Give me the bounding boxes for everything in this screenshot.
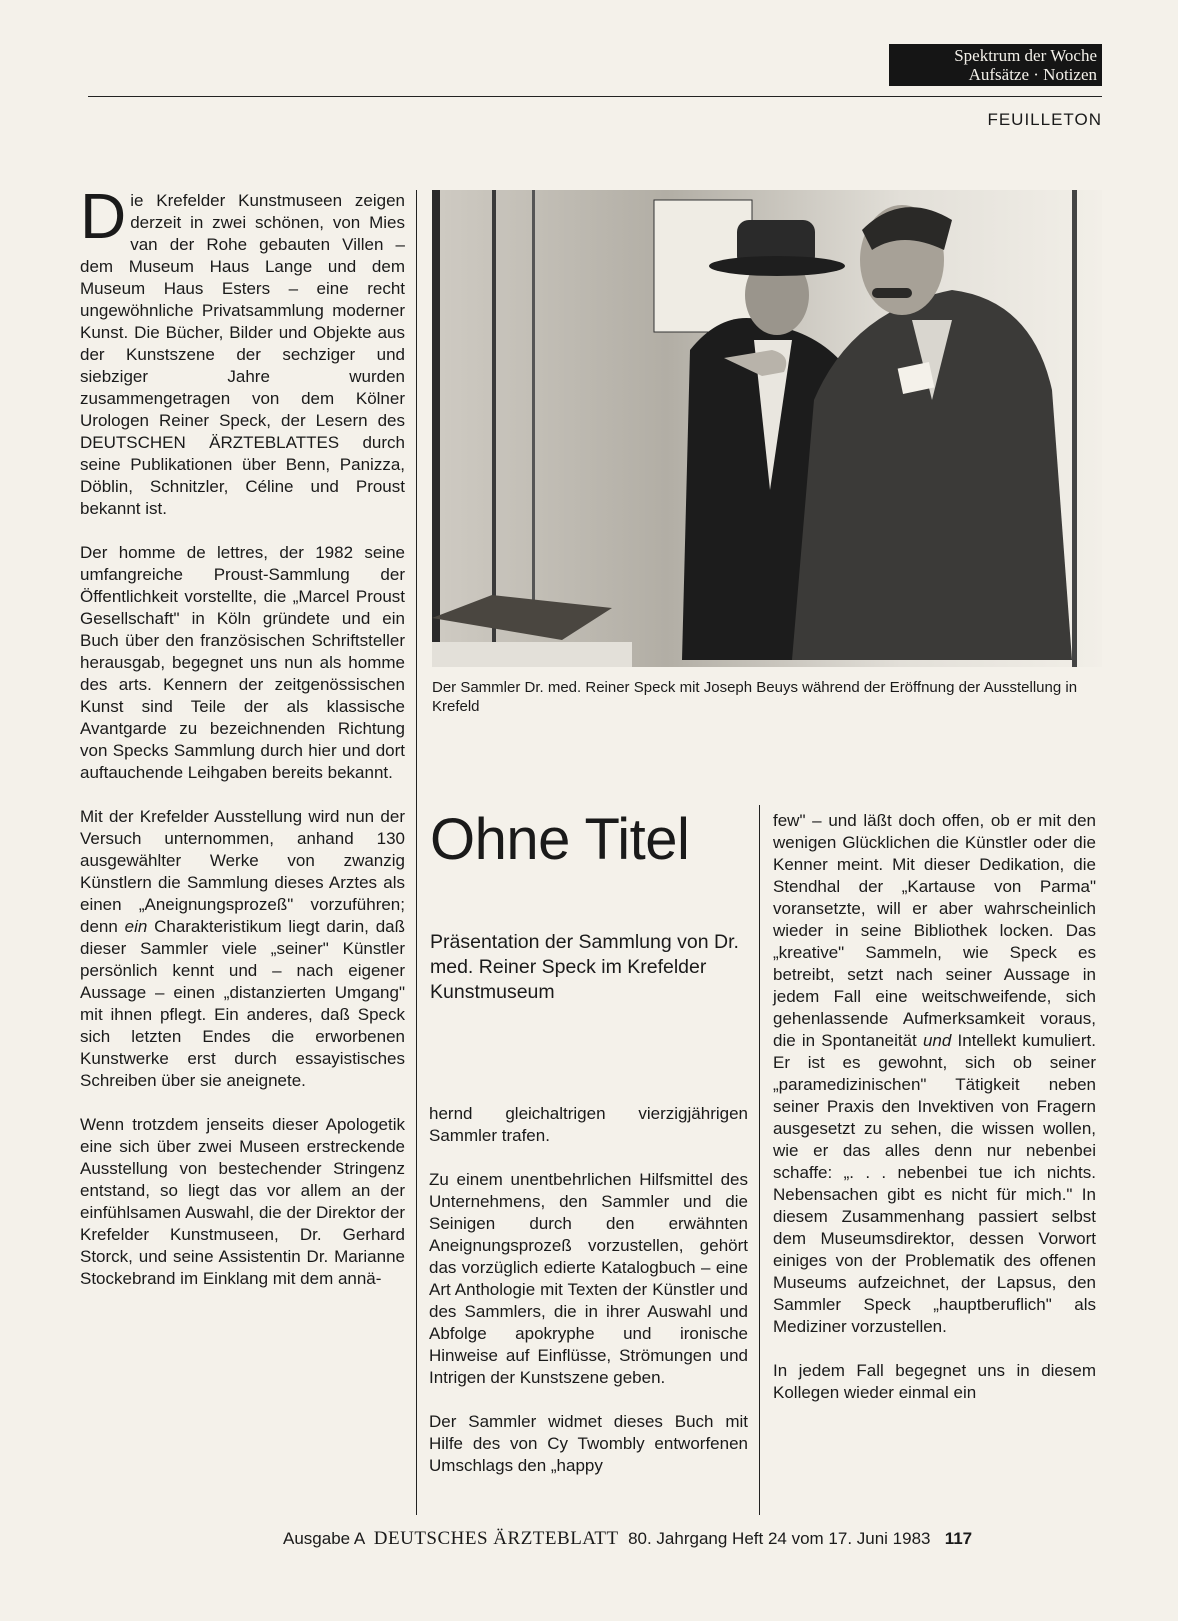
paragraph-text: few" – und läßt doch offen, ob er mit den wenigen Glücklichen die Künstler oder die Kenner meint. Mit dieser Dedikation, die Stendhal der „Kartause von Parma" voransetzte, will er aber wahrscheinlich wieder in seine Bibliothek locken. Das „kreative" Sammeln, wie Speck es betreibt, setzt nach seiner Aussage in jedem Fall eine weitschweifende, sich gehenlassende Aufmerksamkeit voraus, die in Spontaneität	[773, 811, 1096, 1050]
article-paragraph: hernd gleichaltrigen vierzigjährigen Sammler trafen.	[429, 1104, 748, 1145]
magazine-name: DEUTSCHES ÄRZTEBLATT	[373, 1528, 619, 1549]
article-column-left	[80, 180, 405, 1290]
section-label-box	[889, 44, 1102, 86]
article-photo	[432, 190, 1102, 667]
photo-caption: Der Sammler Dr. med. Reiner Speck mit Joseph Beuys während der Eröffnung der Ausstellung in Krefeld	[432, 679, 1078, 715]
section-label-line1: Spektrum der Woche	[954, 46, 1097, 65]
paragraph-text: Charakteristikum liegt darin, daß dieser Sammler viele „seiner" Künstler persönlich kennt und – nach eigener Aussage – einen „distanzierten Umgang" mit ihnen pflegt. Ein anderes, daß Speck sich letzten Endes die erworbenen Kunstwerke erst durch essayistisches Schreiben über sie aneignete.	[80, 917, 405, 1090]
paragraph-text: Mit der Krefelder Ausstellung wird nun der Versuch unternommen, anhand 130 ausgewählter Werke von zwanzig Künstlern die Sammlung dieses Arztes als einen „Aneignungsprozeß" vorzuführen; denn	[80, 807, 405, 936]
article-paragraph	[80, 806, 405, 1092]
header-rule	[88, 96, 1102, 97]
article-paragraph: Zu einem unentbehrlichen Hilfsmittel des Unternehmens, den Sammler und die Seinigen durch den erwähnten Aneignungsprozeß vorzustellen, gehört das vorzüglich edierte Katalogbuch – eine Art Anthologie mit Texten der Künstler und des Sammlers, die in ihrer Auswahl und Abfolge apokryphe und ironische Hinweise auf Einflüsse, Strömungen und Intrigen der Kunstszene geben.	[429, 1170, 748, 1387]
page-number: 117	[944, 1529, 973, 1548]
emphasis-text: ein	[124, 917, 148, 936]
article-paragraph: Der Sammler widmet dieses Buch mit Hilfe des von Cy Twombly entworfenen Umschlags den „happy	[429, 1412, 748, 1475]
section-label-line2: Aufsätze · Notizen	[968, 65, 1097, 84]
column-rule	[416, 190, 417, 1515]
department-label: FEUILLETON	[987, 110, 1102, 129]
drop-cap: D	[80, 180, 127, 252]
article-paragraph: Wenn trotzdem jenseits dieser Apologetik eine sich über zwei Museen erstreckende Ausstellung von bestechender Stringenz entstand, so liegt das vor allem an der einfühlsamen Auswahl, die der Direktor der Krefelder Kunstmuseen, Dr. Gerhard Storck, und seine Assistentin Dr. Marianne Stockebrand im Einklang mit dem annä-	[80, 1115, 405, 1288]
article-paragraph	[80, 180, 405, 520]
article-paragraph	[773, 810, 1096, 1338]
paragraph-text: Intellekt kumuliert. Er ist es gewohnt, sich ob seiner „paramedizinischen" Tätigkeit neben seiner Praxis den Invektiven von Fragern ausgesetzt zu sehen, die wissen wollen, wie er das alles denn nur nebenbei schaffe: „. . . nebenbei tue ich nichts. Nebensachen gibt es nicht für mich." In diesem Zusammenhang passiert selbst dem Museumsdirektor, dessen Vorwort einiges von der Problematik des offenen Museums aufzeichnet, der Lapsus, den Sammler Speck „hauptberuflich" als Mediziner vorzustellen.	[773, 1031, 1096, 1336]
page-footer	[283, 1528, 972, 1550]
column-rule	[759, 805, 760, 1515]
edition-label: Ausgabe A	[283, 1529, 365, 1548]
article-column-middle	[429, 1103, 748, 1477]
paragraph-text: ie Krefelder Kunstmuseen zeigen derzeit in zwei schönen, von Mies van der Rohe gebauten Villen – dem Museum Haus Lange und dem Museum Haus Esters – eine recht ungewöhnliche Privatsammlung moderner Kunst. Die Bücher, Bilder und Objekte aus der Kunstszene der sechziger und siebziger Jahre wurden zusammengetragen von dem Kölner Urologen Reiner Speck, der Lesern des DEUTSCHEN ÄRZTEBLATTES durch seine Publikationen über Benn, Panizza, Döblin, Schnitzler, Céline und Proust bekannt ist.	[80, 191, 405, 518]
article-paragraph: Der homme de lettres, der 1982 seine umfangreiche Proust-Sammlung der Öffentlichkeit vorstellte, die „Marcel Proust Gesellschaft" in Köln gründete und ein Buch über den französischen Schriftsteller herausgab, begegnet uns nun als homme des arts. Kennern der zeitgenössischen Kunst sind Teile der als klassische Avantgarde zu bezeichnenden Richtung von Specks Sammlung durch hier und dort auftauchende Leihgaben bereits bekannt.	[80, 543, 405, 782]
article-column-right	[773, 810, 1096, 1404]
article-paragraph: In jedem Fall begegnet uns in diesem Kollegen wieder einmal ein	[773, 1361, 1096, 1402]
emphasis-text: und	[922, 1031, 952, 1050]
issue-info: 80. Jahrgang Heft 24 vom 17. Juni 1983	[628, 1529, 931, 1548]
article-title: Ohne Titel	[430, 807, 690, 872]
photo-illustration	[432, 190, 1102, 667]
article-subtitle: Präsentation der Sammlung von Dr. med. Reiner Speck im Krefelder Kunstmuseum	[430, 931, 739, 1003]
